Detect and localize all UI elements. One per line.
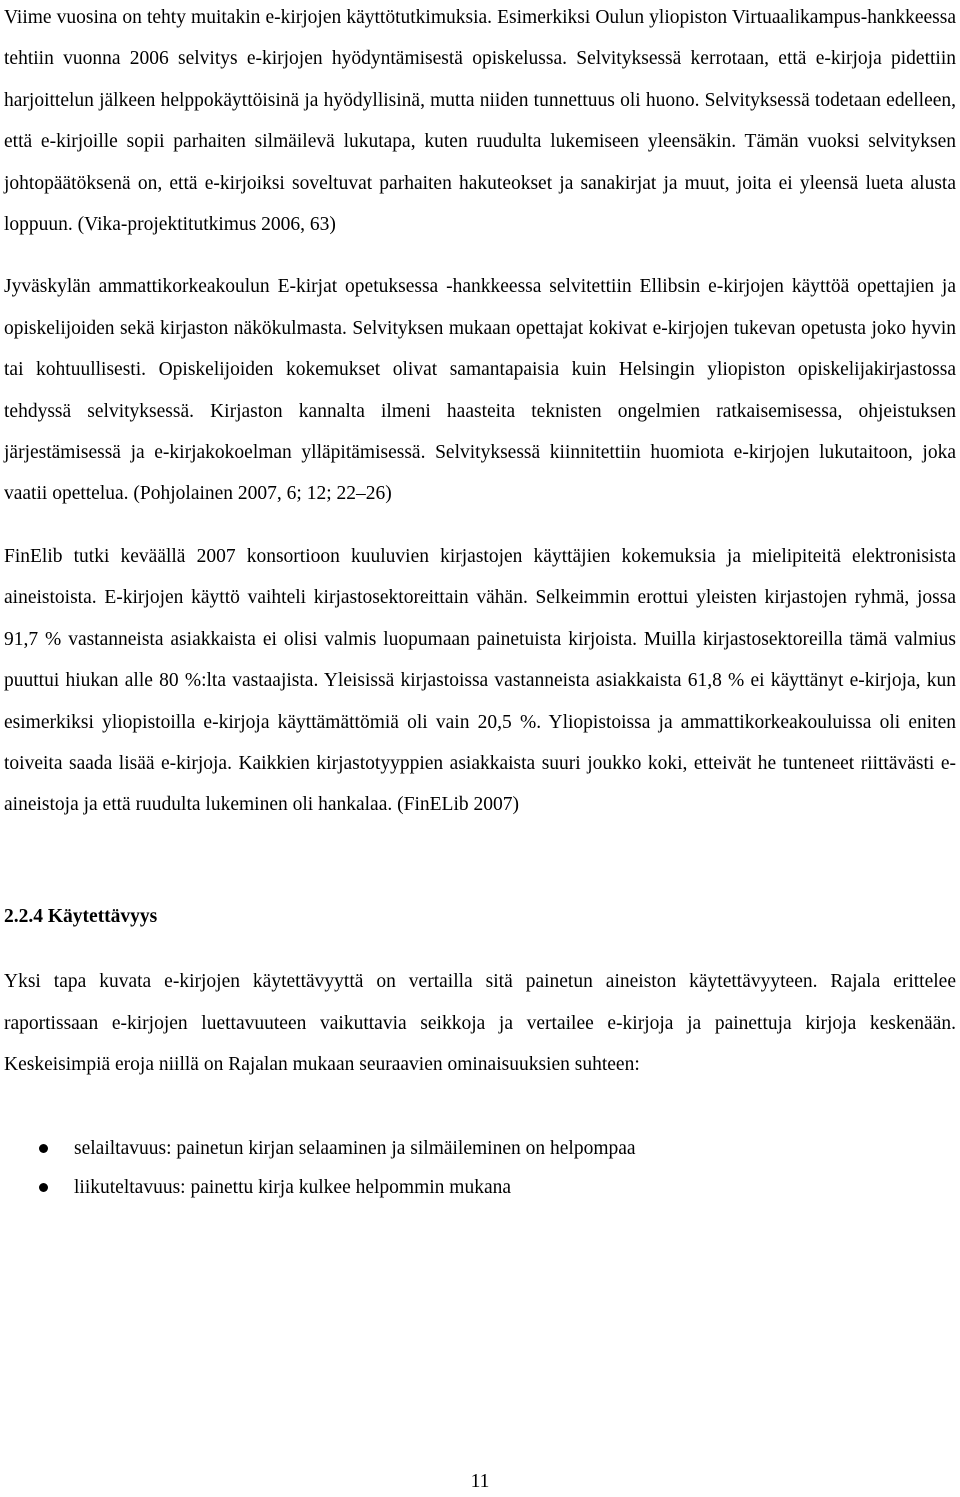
document-page (4, 0, 956, 1207)
bullet-icon (39, 1144, 48, 1153)
paragraph-finelib-survey: FinElib tutki keväällä 2007 konsortioon kuuluvien kirjastojen käyttäjien kokemuksia ja mielipiteitä elektronisista aineistoista. E-kirjojen käyttö vaihteli kirjastosektoreittain vähän. Selkeimmin erottui yleisten kirjastojen ryhmä, jossa 91,7 % vastanneista asiakkaista ei olisi valmis luopumaan painetuista kirjoista. Muilla kirjastosektoreilla tämä valmius puuttui hiukan alle 80 %:lta vastaajista. Yleisissä kirjastoissa vastanneista asiakkaista 61,8 % ei käyttänyt e-kirjoja, kun esimerkiksi yliopistoilla e-kirjoja käyttämättömiä oli vain 20,5 %. Yliopistoissa ja ammattikorkeakouluissa oli eniten toiveita saada lisää e-kirjoja. Kaikkien kirjastotyyppien asiakkaista suuri joukko koki, etteivät he tunteneet riittävästi e-aineistoja ja että ruudulta lukeminen oli hankalaa. (FinELib 2007) (4, 545, 956, 816)
list-item-text: selailtavuus: painetun kirjan selaaminen ja silmäileminen on helpompaa (74, 1138, 636, 1160)
paragraph-jamk-project: Jyväskylän ammattikorkeakoulun E-kirjat opetuksessa -hankkeessa selvitettiin Ellibsin e-kirjojen käyttöä opettajien ja opiskelijoiden sekä kirjaston näkökulmasta. Selvityksen mukaan opettajat kokivat e-kirjojen tukevan opetusta joko hyvin tai kohtuullisesti. Opiskelijoiden kokemukset olivat samantapaisia kuin Helsingin yliopiston opiskelijakirjastossa tehdyssä selvityksessä. Kirjaston kannalta ilmeni haasteita teknisten ongelmien ratkaisemisessa, ohjeistuksen järjestämisessä ja e-kirjakokoelman ylläpitämisessä. Selvityksessä kiinnitettiin huomiota e-kirjojen lukutaitoon, joka vaatii opettelua. (Pohjolainen 2007, 6; 12; 22–26) (4, 276, 956, 505)
paragraph-usability: Yksi tapa kuvata e-kirjojen käytettävyyttä on vertailla sitä painetun aineiston käytettävyyteen. Rajala erittelee raportissaan e-kirjojen luettavuuteen vaikuttavia seikkoja ja vertailee e-kirjoja ja painettuja kirjoja keskenään. Keskeisimpiä eroja niillä on Rajalan mukaan seuraavien ominaisuuksien suhteen: (4, 971, 956, 1075)
paragraph-ebook-studies: Viime vuosina on tehty muitakin e-kirjojen käyttötutkimuksia. Esimerkiksi Oulun yliopiston Virtuaalikampus-hankkeessa tehtiin vuonna 2006 selvitys e-kirjojen hyödyntämisestä opiskelussa. Selvityksessä kerrotaan, että e-kirjoja pidettiin harjoittelun jälkeen helppokäyttöisinä ja hyödyllisinä, mutta niiden tunnettuus oli huono. Selvityksessä todetaan edelleen, että e-kirjoille sopii parhaiten silmäilevä lukutapa, kuten ruudulta lukemiseen yleensäkin. Tämän vuoksi selvityksen johtopäätöksenä on, että e-kirjoiksi soveltuvat parhaiten hakuteokset ja sanakirjat ja muut, joita ei yleensä lueta alusta loppuun. (Vika-projektitutkimus 2006, 63) (4, 7, 956, 236)
page-number: 11 (470, 1471, 490, 1492)
list-item-text: liikuteltavuus: painettu kirja kulkee helpommin mukana (74, 1176, 512, 1198)
section-heading: 2.2.4 Käytettävyys (4, 905, 158, 927)
bullet-icon (39, 1183, 48, 1192)
bullet-list (4, 1130, 956, 1207)
list-item (4, 1130, 956, 1169)
list-item (4, 1169, 956, 1208)
